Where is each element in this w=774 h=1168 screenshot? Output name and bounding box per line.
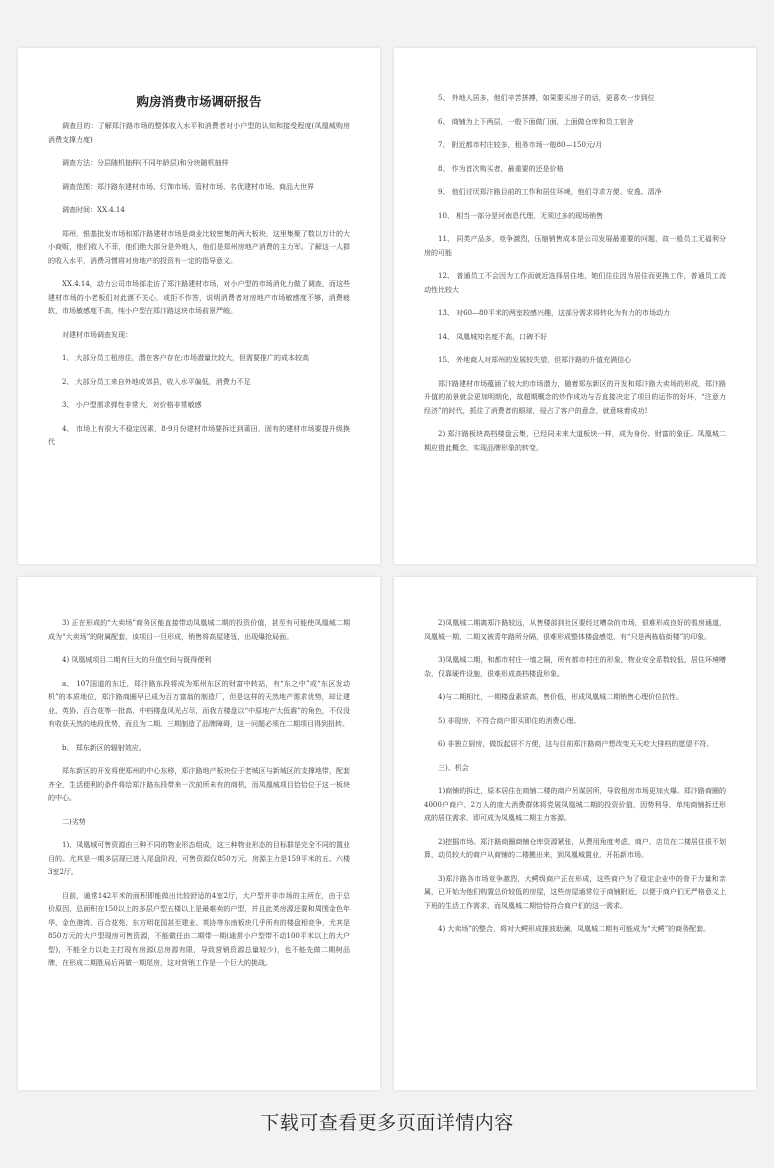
paragraph: a、 107国道的东迁，郑汴路东段将成为郑州东区的财富中转站，有“东之中”或“东区发动机”的本质地位，郑汴路商圈早已成为百万富翁的制造厂，但是这样的天然地产需求优势，却让建业、英协、百合花等一批高、中档楼盘风光占尽，而我方楼盘以“中原地产大低震”的角色，不仅没有收获天然的地段优势，而且为二期、三期制造了品牌障碍，这一问题必须在二期项目得到扭转。 xyxy=(48,679,350,728)
paragraph: 二)劣势 xyxy=(62,817,86,826)
document-page-1 xyxy=(18,48,380,564)
paragraph: 3、 小户型需求弹性非常大，对价格非常敏感 xyxy=(62,401,202,409)
page-body xyxy=(48,120,350,450)
paragraph: 郑东新区的开发将使郑州的中心东移，郑汴路地产板块位于老城区与新城区的支撑地带，配套齐全，生活便利的条件将给郑汴路东段带来一次前所未有的商机，而凤凰城项目恰恰位于这一板块的中心。 xyxy=(48,767,350,802)
paragraph: 5) 非现房，不符合商户即买即住的消费心理。 xyxy=(438,716,581,725)
paragraph: 10、 相当一部分是河南息代理，无须过多的现场销售 xyxy=(438,211,604,220)
paragraph: 15、 外地商人对郑州的发展较失望，但郑汴路的升值充满信心 xyxy=(438,356,632,364)
paragraph: 4) 大卖场”的整合，将对大鳄形成推波助澜，凤凰城二期有可能成为“大鳄”的商务配套。 xyxy=(438,925,711,933)
paragraph: 4)与二期相比，一期楼盘素质高，售价低，形成凤凰城二期销售心理价位抗性。 xyxy=(438,693,684,701)
paragraph: 郑汴路建材市场蕴涵了较大的市场潜力，随着郑东新区的开发和郑汴路大卖场的形成，郑汴路升值的前景就会更加明朗化，故超期概念的炒作成功与否直接决定了项目的运作的好坏，“注意力经济”的时代，抓住了消费者的眼球，侵占了客户的意念，就意味着成功! xyxy=(424,379,726,415)
paragraph: 调查目的：了解郑汴路市场的整体收入水平和消费者对小户型的认知和接受程度(凤凰城购房消费支撑力度) xyxy=(48,122,350,144)
paragraph: 4) 凤凰城项目二期有巨大的升值空间与既得便利 xyxy=(62,656,212,664)
paragraph: 5、 外地人居多，他们辛苦拼搏，如果要买房子的话，更喜欢一步到位 xyxy=(438,94,655,102)
document-page-4 xyxy=(394,577,756,1090)
paragraph: 1)商铺的拆迁，原本居住在商铺二楼的商户另谋居所，导致租房市场更加火爆。郑汴路商圈的4000户商户、2万人的庞大消费群体将党展凤凰城二期的投资价值，因势利导，单纯商铺拆迁形成的居住需求，即可成为凤凰城二期主力客源。 xyxy=(424,787,726,822)
paragraph: 6、 商铺为上下两层，一般下面做门面，上面做仓库和员工宿舍 xyxy=(438,117,634,126)
paragraph: 2)凤凰城二期离郑汴路较远，从售楼部到社区要经过嘈杂的市场，很难形成良好的看房通道，凤凰城一期、二期又被青年路所分隔，很难形成整体楼盘感觉，有“只是两栋临街楼”的印象。 xyxy=(424,619,726,641)
paragraph: 调查范围：郑汴路东建材市场、灯饰市场、管材市场、名优建材市场、商品大世界 xyxy=(62,182,314,191)
paragraph: XX.4.14，动力公司市场部走访了郑汴路建材市场，对小户型的市场消化力做了调查，而这些建材市场的小老板们对此漠不关心，或拒不作答，说明消费者对房地产市场敏感度不够，消费疲软，市场敏感度不高，纯小户型在郑汴路这块市场前景严峻。 xyxy=(48,280,350,315)
paragraph: 调查方法：分层随机抽样(不同年龄层)和分块随机抽样 xyxy=(62,159,229,167)
paragraph: 3)郑汴路各市场竞争激烈，大鳄级商户正在形成，这些商户为了稳定企业中的骨干力量和亲属，已开始为他们购置总价较低的房屋，这些房屋通常位于商铺附近，以便于商户们无严格意义上下班的生活工作需求，而凤凰城二期恰恰符合商户们的这一需求。 xyxy=(424,874,726,910)
page-body xyxy=(48,617,350,971)
paragraph: b、 郑东新区的辐射效应。 xyxy=(62,743,146,752)
paragraph: 2、 大部分员工来自外地或郊县，收入水平偏低，消费力不足 xyxy=(62,377,251,386)
paragraph: 三)、机会 xyxy=(438,763,469,772)
paragraph: 1)、凤凰城可售资源由三种不同的物业形态组成，这三种物业形态的目标群是完全不同的置业目的。尤其是一期多层现已进入尾盘阶段，可售资源仅850万元，房源主力是159平米的五、六楼3室2厅。 xyxy=(48,841,350,876)
document-page-2 xyxy=(394,48,756,564)
paragraph: 2)挖掘市场。郑汴路商圈商铺仓库资源紧张，从费用角度考虑，商户、店员在二楼居住很不划算，动员较大的商户从商铺的二楼搬出来，到凤凰城置业，开拓新市场。 xyxy=(424,837,726,859)
download-more-link[interactable]: 下载可查看更多页面详情内容 xyxy=(260,1112,514,1134)
paragraph: 3)凤凰城二期，和都市村庄一墙之隔，所有都市村庄的形象，物业安全系数较低，居住环境嘈杂，仅靠硬件设施，很难形成高档楼盘形象。 xyxy=(424,656,726,678)
paragraph: 6) 非独立厨房，做饭起居不方便，这与目前郑汴路商户想改变天天吃大排档的愿望不符。 xyxy=(438,740,714,748)
paragraph: 13、 对60—80平米的两室较感兴趣，这部分需求将转化为有力的市场动力 xyxy=(438,309,670,317)
paragraph: 9、 他们讨厌郑汴路目前的工作和居住环境，他们寻求方便、安逸、清净 xyxy=(438,188,662,196)
paragraph: 11、 同类产品多，竞争激烈，压缩销售成本是公司发展最重要的问题，故一般员工无福利分房的可能 xyxy=(424,235,726,257)
paragraph: 7、 附近都市村庄较多，租务市场一般80—150元/月 xyxy=(438,141,603,149)
paragraph: 14、 凤凰城知名度不高，口碑不好 xyxy=(438,332,548,341)
page-body xyxy=(424,617,726,937)
page-body xyxy=(424,92,726,455)
page-title: 购房消费市场调研报告 xyxy=(136,94,262,109)
paragraph: 目前，通常142平米的面积即能做出比较舒适的4室2厅，大户型并非市场的主所在，由于总价原因，总面积在150以上的多层户型五楼以上是最难卖的户型，并且此类房源还要和周围金色年华、金色港湾、百合花苑、东方明花园甚至建业、英协等东南板块几乎所有的楼盘相竞争，尤其是850万元的大户型现房可售资源，不能做任由二期带一期(通常小户型带不动100平米以上的大户型)，不能全力以赴主打现有房源(总房源有限，导致营销资源总量较少)，也不能先做二期树品牌，在形成二期胜局后再做一期尾房，这对营销工作是一个巨大的挑战。 xyxy=(48,891,350,967)
paragraph: 1、 大部分员工租房住，潜在客户存在;市场潜量比较大，但需要推广的成本较高 xyxy=(62,354,310,362)
paragraph: 8、 作为首次购买者，最重要的还是价格 xyxy=(438,164,564,173)
paragraph: 4、 市场上有很大不稳定因素，8-9月份建材市场要拆迁到莆田，固有的建材市场要提升级换代 xyxy=(48,424,350,446)
paragraph: 郑州，银基批发市场和郑汴路建材市场是商业比较密集的两大板块，这里集聚了数以万计的大小商贩，他们收入不菲，他们绝大部分是外地人，他们是郑州房地产消费的主力军。了解这一人群的收入水平，消费习惯将对房地产的投资有一定的指导意义。 xyxy=(48,229,350,265)
paragraph: 对建材市场调查发现： xyxy=(62,330,132,339)
paragraph: 调查时间：XX.4.14 xyxy=(62,206,125,214)
paragraph: 12、 普通员工不会因为工作而就近选择居住地，她们往往因为居住而更换工作，普通员工流动性比较大 xyxy=(424,272,726,294)
paragraph: 3) 正在形成的“大卖场”商务区能直接带动凤凰城二期的投资价值，甚至有可能使凤凰城二期成为“大卖场”的附属配套，该项目一旦形成，销售将高屋建瓴，出现爆抢局面。 xyxy=(48,619,350,641)
paragraph: 2) 郑汴路板块高档楼盘云集，已经同未来大道板块一样，成为身份、财富的象征。凤凰城二期应借此概念，实现品牌形象的转变。 xyxy=(424,430,726,452)
document-page-3 xyxy=(18,577,380,1090)
